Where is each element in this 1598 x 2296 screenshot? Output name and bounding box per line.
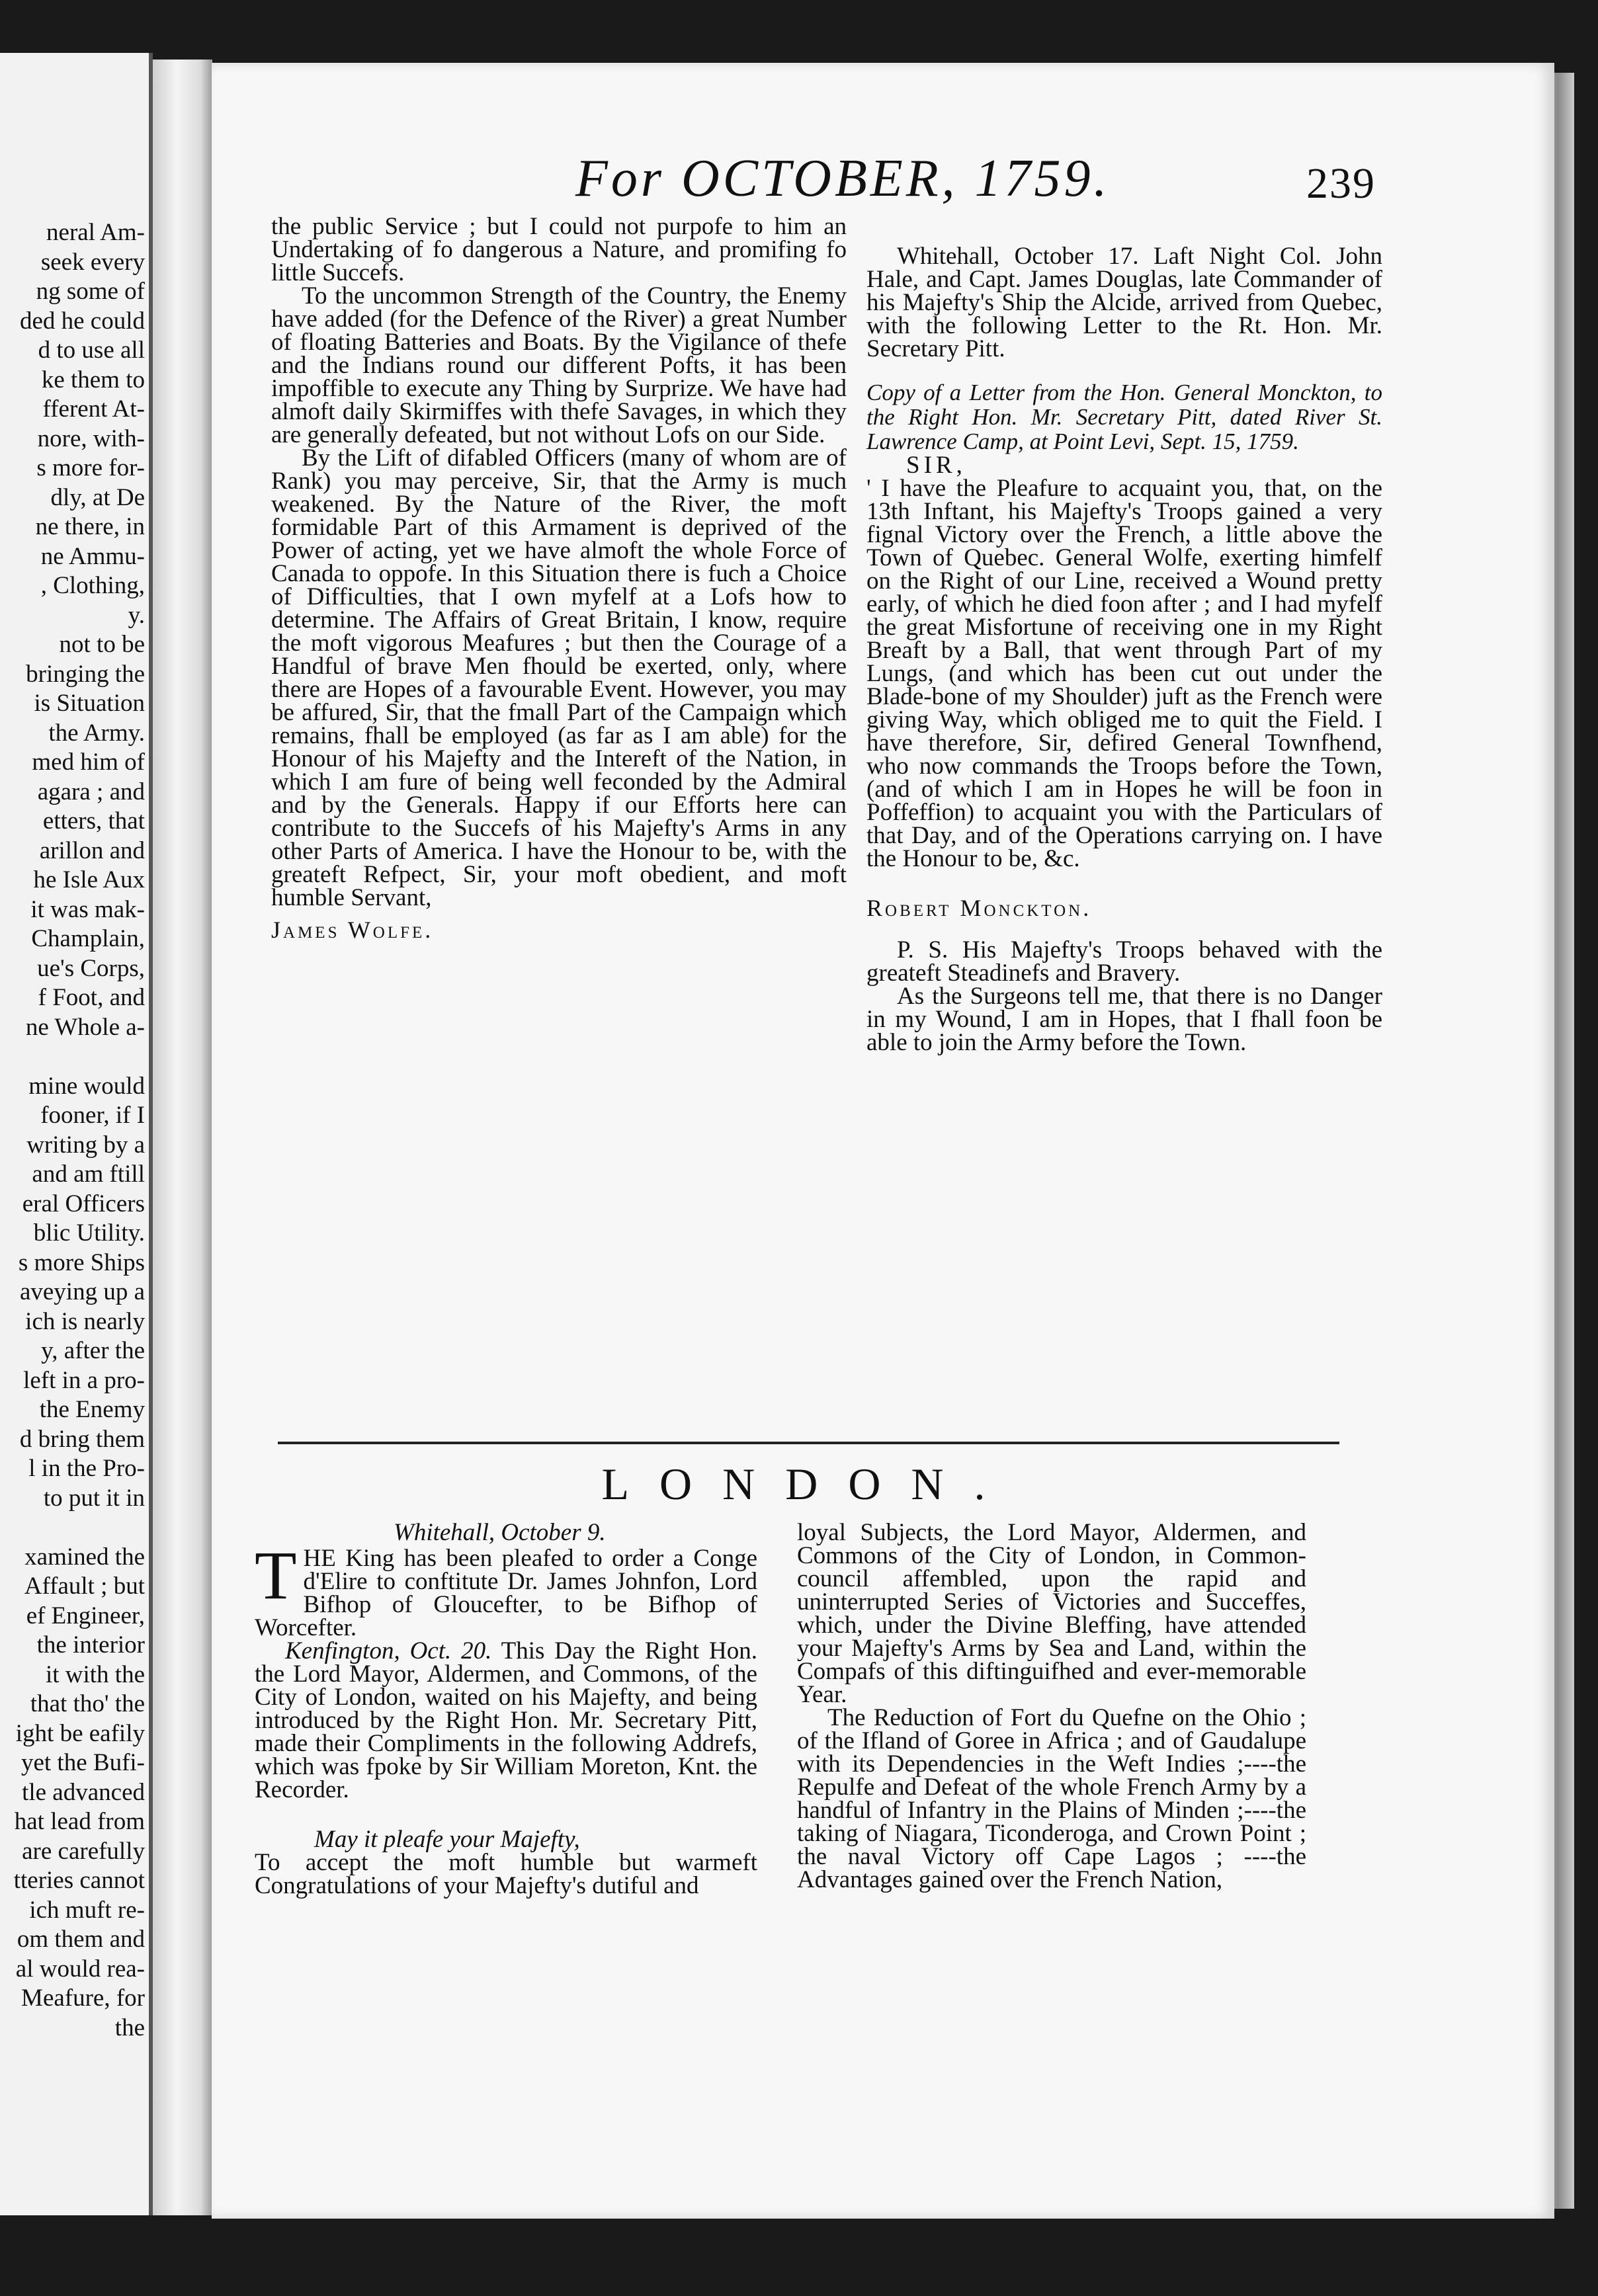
left-page-line: hat lead from bbox=[14, 1808, 145, 1835]
left-page-line: ng some of bbox=[36, 278, 145, 305]
left-page-line: the Enemy bbox=[39, 1396, 145, 1423]
paragraph: Whitehall, October 17. Laft Night Col. John Hale, and Capt. James Douglas, late Commander of his Majefty's Ship the Alcide, arrived from Quebec, with the following Letter to the Rt. Hon. Mr. Secretary Pitt. bbox=[866, 243, 1382, 362]
left-page-line: ue's Corps, bbox=[37, 954, 145, 982]
left-page-line: writing by a bbox=[26, 1131, 145, 1159]
left-page-line: fooner, if I bbox=[40, 1102, 145, 1129]
drop-cap: T bbox=[255, 1538, 297, 1614]
left-page-line: ight be eafily bbox=[15, 1719, 145, 1747]
address-salutation: May it pleafe your Majefty, bbox=[314, 1826, 580, 1853]
left-page-line: that tho' the bbox=[30, 1690, 145, 1717]
left-page-line: ich muft re- bbox=[29, 1896, 145, 1924]
paragraph: The Reduction of Fort du Quefne on the Ohio ; of the Ifland of Goree in Africa ; and of Gaudalupe with its Dependencies in the Weft Indies ;----the Repulfe and Defeat of the whole French Army by a handful of Infantry in the Plains of Minden ;----the taking of Niagara, Ticonderoga, and Crown Point ; the naval Victory off Cape Lagos ; ----the Advantages gained over the French Nation, bbox=[797, 1704, 1306, 1893]
left-page-line: neral Am- bbox=[46, 219, 145, 246]
column-right-bottom bbox=[797, 1521, 1306, 1891]
left-page-line: ich is nearly bbox=[25, 1307, 145, 1335]
signature-monckton: Robert Monckton. bbox=[866, 895, 1092, 921]
column-left-bottom bbox=[255, 1521, 757, 1897]
left-page-line: med him of bbox=[32, 749, 145, 776]
column-left-top bbox=[271, 215, 847, 942]
left-page-line: f Foot, and bbox=[38, 984, 145, 1011]
left-page-line: it was mak- bbox=[30, 895, 145, 923]
left-page-line: ef Engineer, bbox=[26, 1602, 145, 1629]
left-page-line: seek every bbox=[40, 248, 145, 276]
left-page-line: and am ftill bbox=[32, 1161, 145, 1188]
left-page-line: aveying up a bbox=[19, 1278, 145, 1305]
left-page-line: Meafure, for bbox=[21, 1985, 145, 2012]
book-gutter bbox=[153, 60, 212, 2215]
left-page-fragment bbox=[0, 53, 153, 2215]
left-page-line: , Clothing, bbox=[40, 572, 145, 599]
left-page-line: al would rea- bbox=[15, 1955, 145, 1983]
section-heading: LONDON. bbox=[601, 1459, 1016, 1509]
paragraph: By the Lift of difabled Officers (many of whom are of Rank) you may perceive, Sir, that the Army is much weakened. By the Nature of the River, the moft formidable Part of this Armament is deprived of the Power of acting, yet we have almoft the whole Force of Canada to oppofe. In this Situation there is fuch a Choice of Difficulties, that I own myfelf at a Lofs how to determine. The Affairs of Great Britain, I know, require the moft vigorous Meafures ; but then the Courage of a Handful of brave Men fhould be exerted, only, where there are Hopes of a favourable Event. However, you may be affured, Sir, that the fmall Part of the Campaign which remains, fhall be employed (as far as I am able) for the Honour of his Majefty and the Intereft of the Nation, in which I am fure of being well feconded by the Admiral and by the Generals. Happy if our Efforts here can contribute to the Succefs of his Majefty's Arms in any other Parts of America. I have the Honour to be, with the greateft Refpect, Sir, your moft obedient, and moft humble Servant, bbox=[271, 444, 847, 911]
paragraph: To the uncommon Strength of the Country, the Enemy have added (for the Defence of the River) a great Number of floating Batteries and Boats. By the Vigilance of thefe and the Indians round our different Pofts, it has been impoffible to execute any Thing by Surprize. We have had almoft daily Skirmiffes with thefe Savages, in which they are generally defeated, but not without Lofs on our Side. bbox=[271, 282, 847, 448]
left-page-line: is Situation bbox=[34, 690, 145, 717]
left-page-line: yet the Bufi- bbox=[21, 1749, 145, 1776]
paragraph: loyal Subjects, the Lord Mayor, Aldermen, and Commons of the City of London, in Common-council affembled, upon the rapid and uninterrupted Series of Victories and Succeffes, which, under the Divine Bleffing, have attended your Majefty's Arms by Sea and Land, within the Compafs of this diftinguifhed and ever-memorable Year. bbox=[797, 1519, 1306, 1708]
left-page-line: Champlain, bbox=[31, 925, 145, 952]
paragraph: the public Service ; but I could not purpofe to him an Undertaking of fo dangerous a Nature, and promifing fo little Succefs. bbox=[271, 213, 847, 286]
left-page-line: he Isle Aux bbox=[33, 866, 145, 893]
left-page-line bbox=[6, 1042, 145, 1072]
left-page-line: ne there, in bbox=[35, 513, 145, 540]
left-page-line: the bbox=[114, 2014, 145, 2041]
left-page-line: not to be bbox=[59, 631, 145, 658]
left-page-line: d bring them bbox=[19, 1425, 145, 1453]
left-page-line: ne Ammu- bbox=[40, 542, 145, 570]
left-page-line: bringing the bbox=[26, 660, 145, 688]
paragraph: Kenfington, Oct. 20. This Day the Right Hon. the Lord Mayor, Aldermen, and Commons, of the City of London, waited on his Majefty, and being introduced by the Right Hon. Mr. Secretary Pitt, made their Compliments in the following Addrefs, which was fpoke by Sir William Moreton, Knt. the Recorder. bbox=[255, 1637, 757, 1803]
left-page-line: tle advanced bbox=[22, 1778, 145, 1806]
paragraph: ' I have the Pleafure to acquaint you, that, on the 13th Inftant, his Majefty's Troops gained a very fignal Victory over the French, a little above the Town of Quebec. General Wolfe, exerting himfelf on the Right of our Line, received a Wound pretty early, of which he died foon after ; and I had myfelf the great Misfortune of receiving one in my Right Breaft by a Ball, that went through Part of my Lungs, (and which has been cut out under the Blade-bone of my Shoulder) juft as the French were giving Way, which obliged me to quit the Field. I have therefore, Sir, defired General Townfhend, who now commands the Troops before the Town, (and of which I am in Hopes he will be foon in Poffeffion) to acquaint you with the Particulars of that Day, and of the Operations carrying on. I have the Honour to be, &c. bbox=[866, 475, 1382, 872]
page-number: 239 bbox=[1306, 159, 1376, 208]
salutation: SIR, bbox=[906, 452, 966, 479]
left-page-line: ded he could bbox=[19, 307, 145, 335]
left-page-line: l in the Pro- bbox=[28, 1455, 145, 1482]
dateline: Whitehall, October 9. bbox=[394, 1519, 606, 1546]
left-page-line: mine would bbox=[28, 1072, 145, 1100]
left-page-line: the interior bbox=[36, 1631, 145, 1659]
left-page-line: eral Officers bbox=[22, 1190, 145, 1217]
paragraph: As the Surgeons tell me, that there is no Danger in my Wound, I am in Hopes, that I fhall foon be able to join the Army before the Town. bbox=[866, 983, 1382, 1056]
left-page-line: arillon and bbox=[39, 837, 145, 864]
left-page-line: left in a pro- bbox=[23, 1366, 145, 1394]
left-page-line: om them and bbox=[17, 1926, 145, 1953]
left-page-line: ne Whole a- bbox=[25, 1013, 145, 1041]
left-page-line: tteries cannot bbox=[13, 1867, 145, 1894]
left-page-line: s more Ships bbox=[18, 1249, 145, 1276]
left-page-line: are carefully bbox=[22, 1837, 145, 1865]
left-page-line: s more for- bbox=[36, 454, 145, 481]
left-page-line: it with the bbox=[45, 1660, 145, 1688]
left-page-line: agara ; and bbox=[37, 778, 145, 805]
left-page-line: blic Utility. bbox=[33, 1219, 145, 1247]
paragraph: THE King has been pleafed to order a Conge d'Elire to conftitute Dr. James Johnfon, Lord Bifhop of Gloucefter, to be Bifhop of Worcefter. bbox=[255, 1538, 757, 1641]
left-page-line: Affault ; but bbox=[24, 1573, 145, 1600]
left-page-line: d to use all bbox=[38, 337, 145, 364]
letter-caption: Copy of a Letter from the Hon. General Monckton, to the Right Hon. Mr. Secretary Pitt, dated River St. Lawrence Camp, at Point Levi, Sept. 15, 1759. bbox=[866, 380, 1382, 454]
left-page-line: xamined the bbox=[24, 1543, 145, 1571]
left-page-line: y. bbox=[128, 601, 145, 629]
left-page-line: nore, with- bbox=[37, 425, 145, 452]
left-page-line: the Army. bbox=[48, 719, 145, 747]
paragraph: To accept the moft humble but warmeft Congratulations of your Majefty's dutiful and bbox=[255, 1849, 757, 1899]
header-title: For OCTOBER, 1759. bbox=[575, 149, 1111, 208]
left-page-line: to put it in bbox=[43, 1484, 145, 1512]
left-page-line: ke them to bbox=[41, 366, 145, 393]
left-page-text bbox=[6, 218, 145, 2043]
section-divider bbox=[278, 1442, 1339, 1444]
left-page-line: y, after the bbox=[41, 1337, 145, 1364]
left-page-line: fferent At- bbox=[42, 395, 145, 423]
left-page-line: etters, that bbox=[42, 807, 145, 835]
paragraph: P. S. His Majefty's Troops behaved with the greateft Steadinefs and Bravery. bbox=[866, 936, 1382, 987]
column-right-top bbox=[866, 245, 1382, 1054]
left-page-line: dly, at De bbox=[50, 483, 145, 511]
signature-wolfe: James Wolfe. bbox=[271, 917, 434, 943]
left-page-line bbox=[6, 1513, 145, 1543]
